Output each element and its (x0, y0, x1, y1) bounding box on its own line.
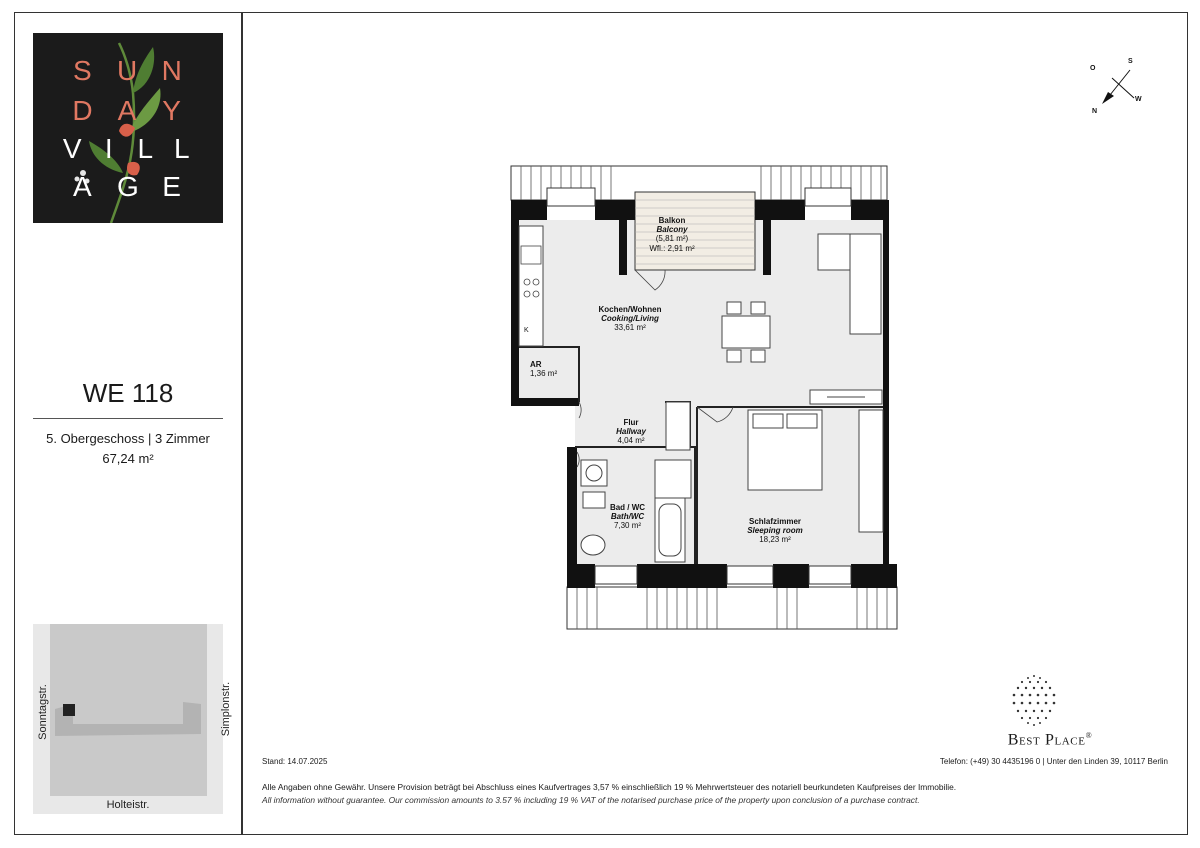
room-bath: Bad / WC Bath/WC 7,30 m² (609, 503, 646, 531)
floor-plan (505, 162, 905, 632)
compass-s-label: S (1128, 58, 1133, 65)
room-living: Kochen/Wohnen Cooking/Living 33,61 m² (598, 305, 662, 333)
logo-letter: L (137, 133, 156, 164)
unit-divider (33, 418, 223, 419)
sunday-village-logo (33, 33, 223, 223)
kitchen-counter (519, 226, 543, 346)
logo-letter: A (117, 95, 139, 126)
logo-letter: I (104, 133, 115, 164)
logo-letter: G (116, 171, 141, 202)
compass-w-label: W (1135, 96, 1142, 103)
hall-closet (666, 402, 690, 450)
sidebar-divider (241, 12, 243, 835)
disclaimer-german: Alle Angaben ohne Gewähr. Unsere Provision beträgt bei Abschluss eines Kaufvertrages 3,57 % einschließlich 19 % Mehrwertsteuer des notariell beurkundeten Kaufpreises der Immobilie. (262, 782, 957, 792)
site-building-graphic (33, 624, 223, 814)
street-holteistr: Holteistr. (106, 799, 150, 811)
street-sonntagstr: Sonntagstr. (37, 684, 49, 740)
kitchen-mark: K (524, 327, 529, 334)
logo-letter: U (116, 55, 140, 86)
logo-letter: E (162, 171, 183, 202)
street-simplonstr: Simplonstr. (220, 681, 232, 737)
logo-letter: A (72, 171, 94, 202)
unit-area: 67,24 m² (102, 451, 154, 466)
bed (748, 410, 822, 490)
compass-icon (1090, 56, 1150, 116)
room-storage: AR 1,36 m² (530, 360, 558, 379)
best-place-logo-icon (1004, 670, 1064, 730)
logo-letter: Y (162, 95, 183, 126)
wardrobe (859, 410, 883, 532)
logo-letter: L (173, 133, 192, 164)
logo-letter: D (72, 95, 95, 126)
room-bedroom: Schlafzimmer Sleeping room 18,23 m² (747, 517, 803, 545)
brand-name: Best Place® (1007, 731, 1093, 749)
logo-letter: V (62, 133, 84, 164)
roof-bottom (567, 587, 897, 629)
compass-o-label: O (1090, 65, 1096, 72)
contact-info: Telefon: (+49) 30 4435196 0 | Unter den Linden 39, 10117 Berlin (939, 757, 1168, 766)
site-plan (33, 624, 232, 814)
room-hallway: Flur Hallway 4,04 m² (616, 418, 646, 446)
disclaimer-english: All information without guarantee. Our commission amounts to 3.57 % including 19 % VAT of the notarised purchase price of the property upon conclusion of a purchase contract. (262, 795, 920, 805)
unit-title: WE 118 (82, 378, 174, 408)
compass-n-label: N (1092, 108, 1098, 115)
stand-date: Stand: 14.07.2025 (262, 757, 328, 766)
room-balcony: Balkon Balcony (5,81 m²) Wfl.: 2,91 m² (649, 216, 695, 253)
logo-letter: N (161, 55, 184, 86)
unit-floor-rooms: 5. Obergeschoss | 3 Zimmer (46, 431, 210, 446)
logo-letter: S (72, 55, 94, 86)
